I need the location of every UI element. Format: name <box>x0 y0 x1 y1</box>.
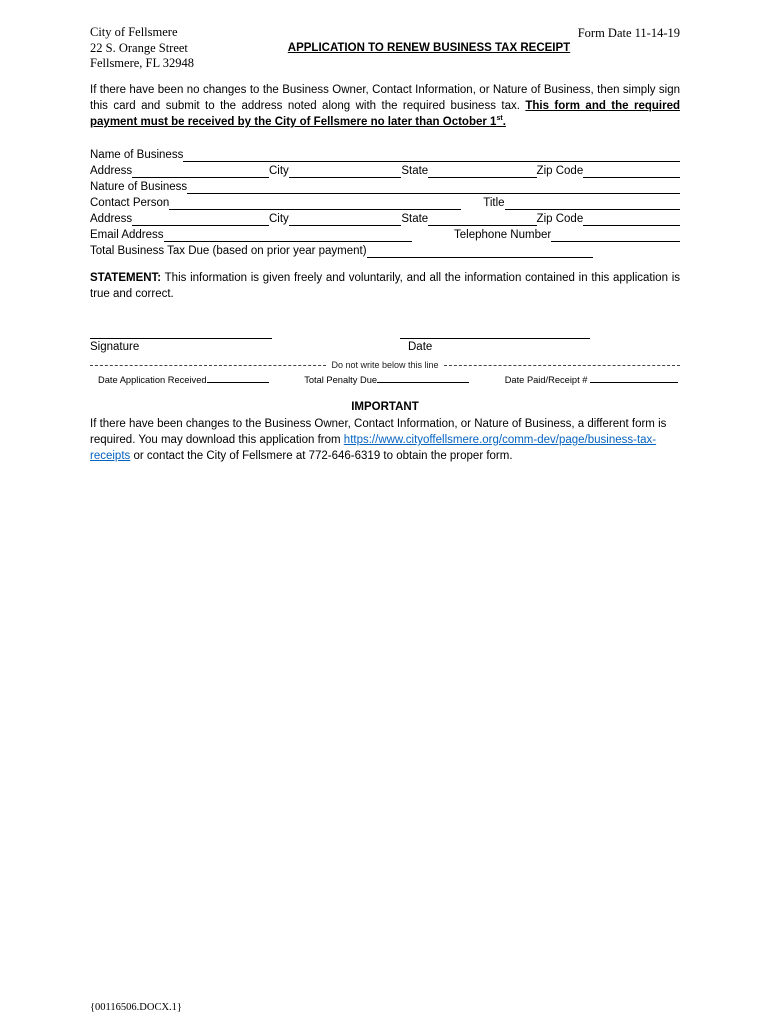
office-use-row <box>90 371 680 387</box>
name-of-business-line[interactable] <box>183 148 680 162</box>
address2-line[interactable] <box>132 212 269 226</box>
address-label: Address <box>90 165 133 177</box>
download-link[interactable]: https://www.cityoffellsmere.org/comm-dev/page/business-tax-receipts <box>90 434 657 462</box>
row-total-tax-due <box>90 243 680 259</box>
header <box>90 25 680 75</box>
do-not-write-separator <box>90 360 680 371</box>
office-date-received <box>98 372 269 387</box>
statement-paragraph <box>90 270 680 302</box>
zip-label: Zip Code <box>536 165 584 177</box>
date-label: Date <box>408 341 433 353</box>
document-footer-id: {00116506.DOCX.1} <box>90 1002 182 1013</box>
org-city-state: Fellsmere, FL 32948 <box>90 56 195 70</box>
signature-labels <box>90 339 680 355</box>
city2-line[interactable] <box>289 212 402 226</box>
contact-person-label: Contact Person <box>90 197 170 209</box>
intro-paragraph <box>90 82 680 130</box>
title-line[interactable] <box>505 196 680 210</box>
do-not-write-text: Do not write below this line <box>331 360 439 370</box>
row-address-1 <box>90 163 680 179</box>
date-received-line[interactable] <box>207 372 269 383</box>
contact-person-line[interactable] <box>169 196 461 210</box>
telephone-line[interactable] <box>551 228 680 242</box>
zip-line[interactable] <box>583 164 680 178</box>
email-label: Email Address <box>90 229 164 241</box>
total-tax-due-label: Total Business Tax Due (based on prior year payment) <box>90 245 367 257</box>
penalty-label: Total Penalty Due <box>304 375 378 385</box>
document-page <box>90 25 680 464</box>
form-date: Form Date 11-14-19 <box>577 26 680 40</box>
row-contact-person <box>90 195 680 211</box>
row-name-of-business <box>90 147 680 163</box>
signature-area <box>90 325 680 339</box>
org-street: 22 S. Orange Street <box>90 40 188 55</box>
title-label: Title <box>483 197 505 209</box>
address2-label: Address <box>90 213 133 225</box>
telephone-label: Telephone Number <box>454 229 552 241</box>
city2-label: City <box>268 213 289 225</box>
statement-label: STATEMENT: <box>90 272 162 284</box>
penalty-line[interactable] <box>377 372 469 383</box>
address-line[interactable] <box>132 164 269 178</box>
paid-label: Date Paid/Receipt # <box>504 375 588 385</box>
city-label: City <box>268 165 289 177</box>
row-address-2 <box>90 211 680 227</box>
row-nature-of-business <box>90 179 680 195</box>
name-of-business-label: Name of Business <box>90 149 184 161</box>
org-name: City of Fellsmere <box>90 25 178 39</box>
state2-line[interactable] <box>428 212 536 226</box>
state-label: State <box>401 165 429 177</box>
office-penalty <box>304 372 469 387</box>
intro-text: If there have been no changes to the Business Owner, Contact Information, or Nature of Business, then simply sign this card and submit to the address noted along with the required business tax. <box>90 84 680 112</box>
ordinal-suffix: st <box>496 115 503 123</box>
city-line[interactable] <box>289 164 402 178</box>
zip2-line[interactable] <box>583 212 680 226</box>
nature-of-business-label: Nature of Business <box>90 181 188 193</box>
total-tax-due-line[interactable] <box>367 244 593 258</box>
dash-right <box>444 365 680 366</box>
signature-label: Signature <box>90 341 140 353</box>
zip2-label: Zip Code <box>536 213 584 225</box>
signature-line[interactable] <box>90 325 272 339</box>
document-title: APPLICATION TO RENEW BUSINESS TAX RECEIPT <box>287 42 571 54</box>
paid-line[interactable] <box>590 372 678 383</box>
row-email-telephone <box>90 227 680 243</box>
date-line[interactable] <box>400 325 590 339</box>
office-paid-receipt <box>505 372 678 387</box>
state-line[interactable] <box>428 164 536 178</box>
form-fields <box>90 147 680 259</box>
important-heading: IMPORTANT <box>351 401 419 413</box>
dash-left <box>90 365 326 366</box>
important-paragraph <box>90 416 680 464</box>
date-received-label: Date Application Received <box>98 375 207 385</box>
important-before-link: If there have been changes to the Business Owner, Contact Information, or Nature of Business, a different form is required. You may download this application from <box>90 418 667 446</box>
nature-of-business-line[interactable] <box>187 180 680 194</box>
important-after-link: or contact the City of Fellsmere at 772-646-6319 to obtain the proper form. <box>130 450 513 462</box>
email-line[interactable] <box>164 228 413 242</box>
statement-text: This information is given freely and voluntarily, and all the information contained in this application is true and correct. <box>90 272 680 300</box>
state2-label: State <box>401 213 429 225</box>
intro-emphasis: This form and the required payment must be received by the City of Fellsmere no later than October 1st. <box>90 100 680 128</box>
